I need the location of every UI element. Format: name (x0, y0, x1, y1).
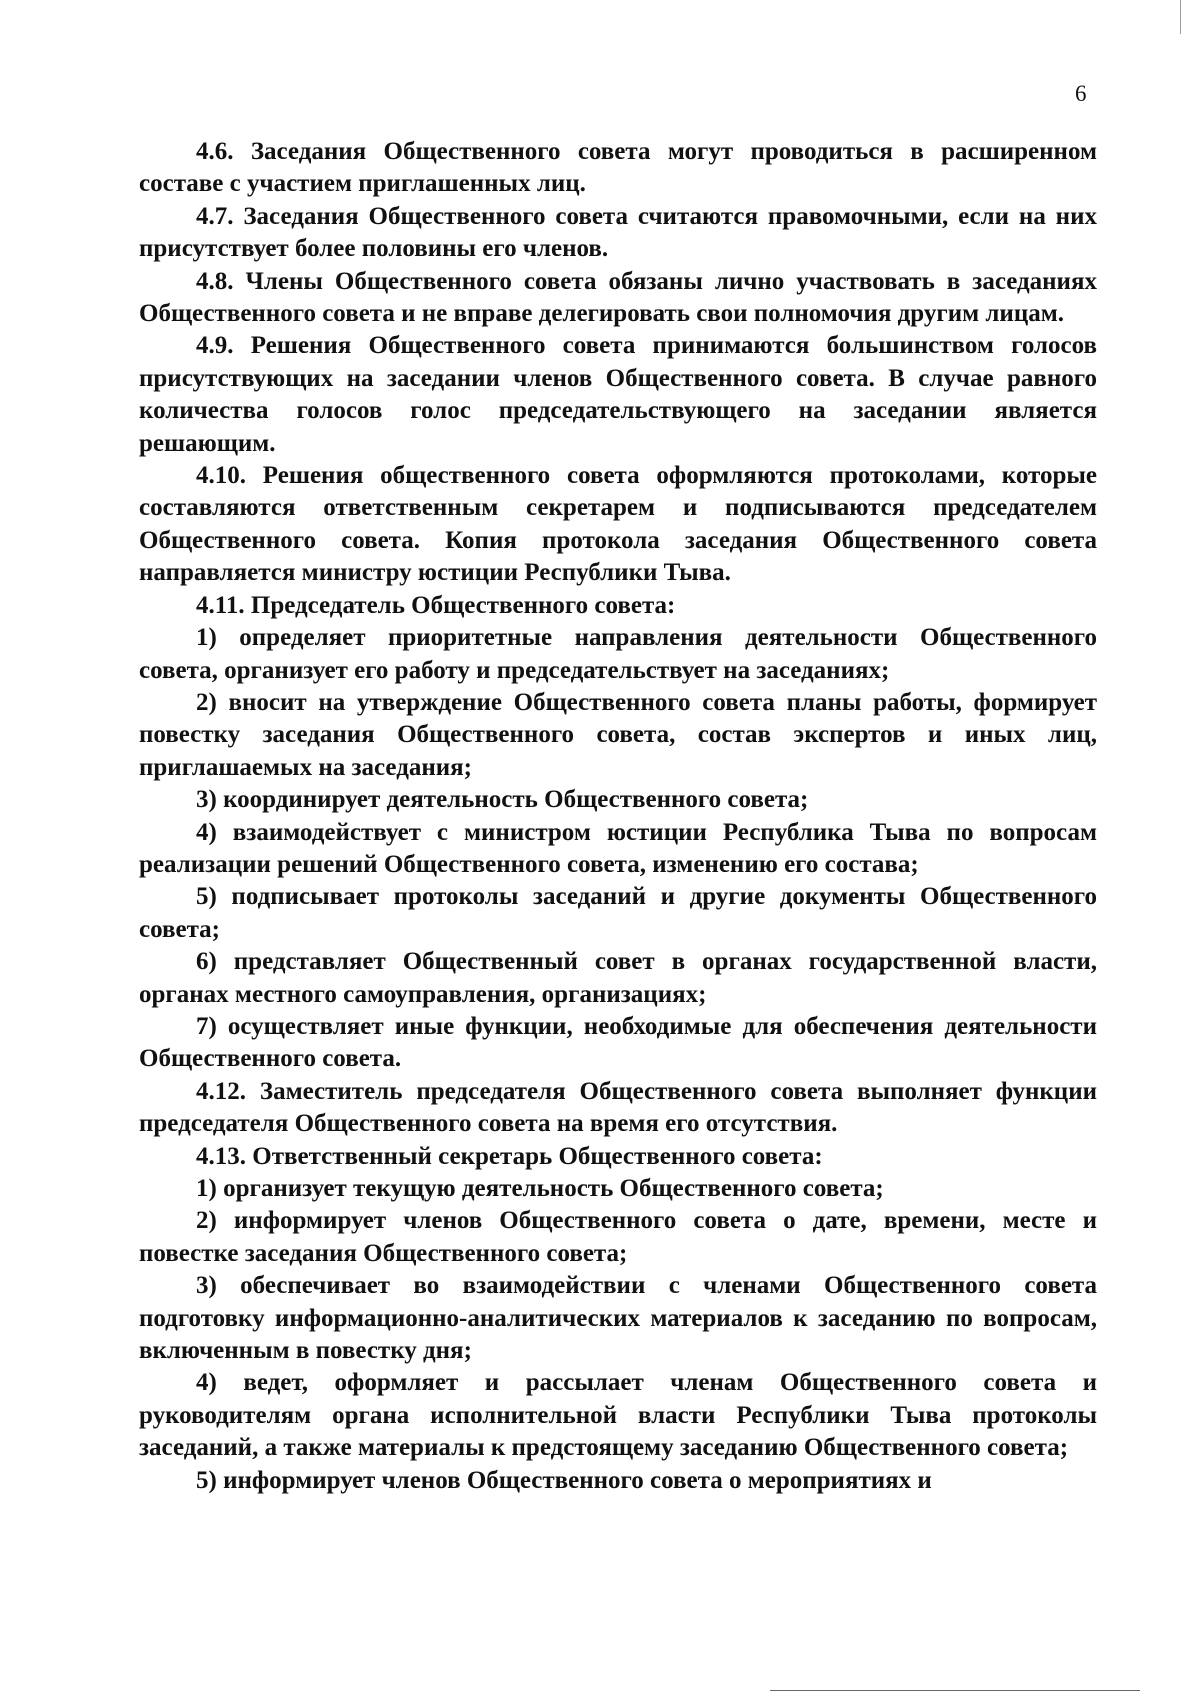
list-item-4-13-1: 1) организует текущую деятельность Общественного совета; (196, 1175, 884, 1202)
paragraph-4-12: 4.12. Заместитель председателя Общественного совета выполняет функции председателя Общественного совета на время его отсутствия. (139, 1077, 1097, 1138)
list-item-4-13-2: 2) информирует членов Общественного совета о дате, времени, месте и повестке заседания Общественного совета; (139, 1207, 1097, 1267)
paragraph-4-13: 4.13. Ответственный секретарь Общественного совета: (196, 1142, 823, 1170)
list-item-4-13-4: 4) ведет, оформляет и рассылает членам Общественного совета и руководителям органа исполнительной власти Республики Тыва протоколы заседаний, а также материалы к предстоящему заседанию Общественного совета; (139, 1369, 1097, 1462)
page-number: 6 (1075, 81, 1087, 106)
paragraph-4-6: 4.6. Заседания Общественного совета могут проводиться в расширенном составе с участием приглашенных лиц. (139, 138, 1097, 198)
list-item-4-11-6: 6) представляет Общественный совет в органах государственной власти, органах местного самоуправления, организациях; (139, 948, 1097, 1008)
paragraph-4-10: 4.10. Решения общественного совета оформляются протоколами, которые составляются ответственным секретарем и подписываются председателем Общественного совета. Копия протокола заседания Общественного совета направляется министру юстиции Республики Тыва. (139, 462, 1097, 587)
paragraph-4-8: 4.8. Члены Общественного совета обязаны лично участвовать в заседаниях Общественного совета и не вправе делегировать свои полномочия другим лицам. (139, 267, 1097, 328)
list-item-4-11-3: 3) координирует деятельность Общественного совета; (196, 786, 809, 814)
list-item-4-11-4: 4) взаимодействует с министром юстиции Республика Тыва по вопросам реализации решений Общественного совета, изменению его состава; (139, 818, 1097, 878)
list-item-4-11-7: 7) осуществляет иные функции, необходимые для обеспечения деятельности Общественного совета. (139, 1012, 1097, 1073)
list-item-4-11-2: 2) вносит на утверждение Общественного совета планы работы, формирует повестку заседания Общественного совета, состав экспертов и иных лиц, приглашаемых на заседания; (139, 688, 1097, 781)
paragraph-4-11: 4.11. Председатель Общественного совета: (196, 591, 676, 619)
list-item-4-13-3: 3) обеспечивает во взаимодействии с членами Общественного совета подготовку информационно-аналитических материалов к заседанию по вопросам, включенным в повестку дня; (139, 1272, 1097, 1365)
list-item-4-11-1: 1) определяет приоритетные направления деятельности Общественного совета, организует его работу и председательствует на заседаниях; (139, 624, 1097, 684)
footer-rule (770, 1690, 1140, 1691)
document-body (139, 136, 1097, 1497)
scan-edge-mark (1180, 0, 1181, 34)
list-item-4-11-5: 5) подписывает протоколы заседаний и другие документы Общественного совета; (139, 883, 1097, 943)
list-item-4-13-5: 5) информирует членов Общественного совета о мероприятиях и (196, 1466, 932, 1494)
paragraph-4-9: 4.9. Решения Общественного совета принимаются большинством голосов присутствующих на заседании членов Общественного совета. В случае равного количества голосов голос председательствующего на заседании является решающим. (139, 332, 1097, 457)
paragraph-4-7: 4.7. Заседания Общественного совета считаются правомочными, если на них присутствует более половины его членов. (139, 202, 1097, 263)
